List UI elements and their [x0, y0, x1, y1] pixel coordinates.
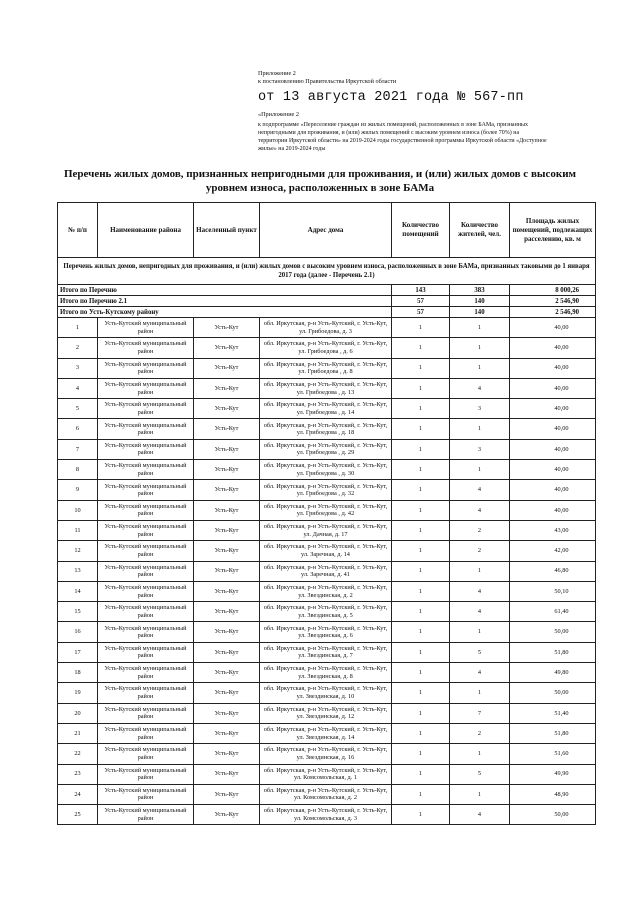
row-rooms: 1 [392, 805, 450, 825]
row-rooms: 1 [392, 581, 450, 601]
row-settlement: Усть-Кут [194, 764, 260, 784]
row-rooms: 1 [392, 784, 450, 804]
row-settlement: Усть-Кут [194, 439, 260, 459]
row-residents: 1 [450, 358, 510, 378]
table-header-row [58, 203, 596, 258]
row-address: обл. Иркутская, р-н Усть-Кутский, г. Усть-Кут, ул. Грибоедова , д. 30 [260, 460, 392, 480]
row-rooms: 1 [392, 318, 450, 338]
row-area: 40,00 [510, 439, 596, 459]
row-area: 40,00 [510, 419, 596, 439]
row-rooms: 1 [392, 642, 450, 662]
row-address: обл. Иркутская, р-н Усть-Кутский, г. Усть-Кут, ул. Звездинская, д. 16 [260, 744, 392, 764]
table-row [58, 784, 596, 804]
row-number: 9 [58, 480, 98, 500]
row-address: обл. Иркутская, р-н Усть-Кутский, г. Усть-Кут, ул. Звездинская, д. 7 [260, 642, 392, 662]
row-address: обл. Иркутская, р-н Усть-Кутский, г. Усть-Кут, ул. Комсомольская, д. 2 [260, 784, 392, 804]
row-residents: 1 [450, 460, 510, 480]
table-row [58, 399, 596, 419]
total-rooms: 143 [392, 285, 450, 296]
row-district: Усть-Кутский муниципальный район [98, 805, 194, 825]
row-address: обл. Иркутская, р-н Усть-Кутский, г. Усть-Кут, ул. Звездинская, д. 12 [260, 703, 392, 723]
row-residents: 1 [450, 338, 510, 358]
table-row [58, 318, 596, 338]
row-number: 2 [58, 338, 98, 358]
row-number: 17 [58, 642, 98, 662]
row-number: 21 [58, 723, 98, 743]
row-address: обл. Иркутская, р-н Усть-Кутский, г. Усть-Кут, ул. Грибоедова , д. 6 [260, 338, 392, 358]
row-address: обл. Иркутская, р-н Усть-Кутский, г. Усть-Кут, ул. Грибоедова , д. 13 [260, 378, 392, 398]
row-district: Усть-Кутский муниципальный район [98, 784, 194, 804]
row-residents: 1 [450, 744, 510, 764]
row-address: обл. Иркутская, р-н Усть-Кутский, г. Усть-Кут, ул. Звездинская, д. 14 [260, 723, 392, 743]
row-area: 51,80 [510, 642, 596, 662]
total-label: Итого по Перечню [58, 285, 392, 296]
total-row [58, 307, 596, 318]
row-number: 23 [58, 764, 98, 784]
row-settlement: Усть-Кут [194, 460, 260, 480]
row-rooms: 1 [392, 602, 450, 622]
row-residents: 4 [450, 805, 510, 825]
row-address: обл. Иркутская, р-н Усть-Кутский, г. Усть-Кут, ул. Заречная, д. 14 [260, 541, 392, 561]
row-settlement: Усть-Кут [194, 622, 260, 642]
row-district: Усть-Кутский муниципальный район [98, 622, 194, 642]
row-district: Усть-Кутский муниципальный район [98, 541, 194, 561]
row-rooms: 1 [392, 744, 450, 764]
total-label: Итого по Перечню 2.1 [58, 296, 392, 307]
total-rooms: 57 [392, 307, 450, 318]
row-number: 5 [58, 399, 98, 419]
row-area: 40,00 [510, 500, 596, 520]
row-settlement: Усть-Кут [194, 338, 260, 358]
row-residents: 7 [450, 703, 510, 723]
row-settlement: Усть-Кут [194, 480, 260, 500]
row-district: Усть-Кутский муниципальный район [98, 520, 194, 540]
row-area: 49,80 [510, 663, 596, 683]
row-settlement: Усть-Кут [194, 784, 260, 804]
col-header-address: Адрес дома [260, 203, 392, 258]
row-number: 15 [58, 602, 98, 622]
row-district: Усть-Кутский муниципальный район [98, 723, 194, 743]
row-district: Усть-Кутский муниципальный район [98, 561, 194, 581]
resolution-reference: к постановлению Правительства Иркутской области [258, 78, 397, 85]
row-area: 51,80 [510, 723, 596, 743]
row-district: Усть-Кутский муниципальный район [98, 338, 194, 358]
row-number: 25 [58, 805, 98, 825]
row-residents: 2 [450, 541, 510, 561]
row-district: Усть-Кутский муниципальный район [98, 663, 194, 683]
row-district: Усть-Кутский муниципальный район [98, 764, 194, 784]
row-settlement: Усть-Кут [194, 703, 260, 723]
col-header-num: № п/п [58, 203, 98, 258]
row-rooms: 1 [392, 663, 450, 683]
row-residents: 1 [450, 683, 510, 703]
row-number: 7 [58, 439, 98, 459]
row-number: 16 [58, 622, 98, 642]
total-area: 2 546,90 [510, 296, 596, 307]
section-header-row [58, 258, 596, 285]
col-header-area: Площадь жилых помещений, подлежащих расселению, кв. м [510, 203, 596, 258]
row-address: обл. Иркутская, р-н Усть-Кутский, г. Усть-Кут, ул. Грибоедова , д. 29 [260, 439, 392, 459]
row-rooms: 1 [392, 480, 450, 500]
row-address: обл. Иркутская, р-н Усть-Кутский, г. Усть-Кут, ул. Грибоедова , д. 18 [260, 419, 392, 439]
row-rooms: 1 [392, 439, 450, 459]
row-address: обл. Иркутская, р-н Усть-Кутский, г. Усть-Кут, ул. Комсомольская, д. 3 [260, 805, 392, 825]
total-area: 2 546,90 [510, 307, 596, 318]
row-area: 50,00 [510, 622, 596, 642]
subprogram-line: территории Иркутской области» на 2019-2024 годы государственной программы Иркутской области «Доступное [258, 138, 547, 144]
table-row [58, 723, 596, 743]
row-address: обл. Иркутская, р-н Усть-Кутский, г. Усть-Кут, ул. Звездинская, д. 6 [260, 622, 392, 642]
row-number: 3 [58, 358, 98, 378]
row-residents: 1 [450, 561, 510, 581]
row-district: Усть-Кутский муниципальный район [98, 602, 194, 622]
row-settlement: Усть-Кут [194, 419, 260, 439]
row-rooms: 1 [392, 378, 450, 398]
total-residents: 140 [450, 296, 510, 307]
table-row [58, 480, 596, 500]
row-residents: 4 [450, 663, 510, 683]
row-rooms: 1 [392, 622, 450, 642]
row-residents: 4 [450, 378, 510, 398]
row-settlement: Усть-Кут [194, 642, 260, 662]
row-rooms: 1 [392, 703, 450, 723]
row-area: 43,00 [510, 520, 596, 540]
row-district: Усть-Кутский муниципальный район [98, 460, 194, 480]
row-number: 19 [58, 683, 98, 703]
row-district: Усть-Кутский муниципальный район [98, 703, 194, 723]
table-row [58, 744, 596, 764]
row-number: 11 [58, 520, 98, 540]
row-number: 1 [58, 318, 98, 338]
appendix-2-label: «Приложение 2 [258, 111, 299, 118]
table-row [58, 642, 596, 662]
table-row [58, 703, 596, 723]
table-row [58, 378, 596, 398]
table-row [58, 520, 596, 540]
row-rooms: 1 [392, 500, 450, 520]
total-residents: 140 [450, 307, 510, 318]
row-rooms: 1 [392, 683, 450, 703]
row-number: 13 [58, 561, 98, 581]
col-header-district: Наименование района [98, 203, 194, 258]
row-district: Усть-Кутский муниципальный район [98, 419, 194, 439]
row-residents: 5 [450, 642, 510, 662]
row-rooms: 1 [392, 399, 450, 419]
row-residents: 1 [450, 622, 510, 642]
row-number: 12 [58, 541, 98, 561]
row-rooms: 1 [392, 419, 450, 439]
row-residents: 3 [450, 439, 510, 459]
row-area: 40,00 [510, 318, 596, 338]
row-rooms: 1 [392, 358, 450, 378]
housing-table [57, 202, 596, 825]
row-number: 24 [58, 784, 98, 804]
table-row [58, 764, 596, 784]
row-number: 18 [58, 663, 98, 683]
row-area: 50,00 [510, 805, 596, 825]
row-district: Усть-Кутский муниципальный район [98, 683, 194, 703]
row-area: 46,80 [510, 561, 596, 581]
row-number: 8 [58, 460, 98, 480]
row-residents: 2 [450, 723, 510, 743]
row-rooms: 1 [392, 520, 450, 540]
col-header-settlement: Населенный пункт [194, 203, 260, 258]
row-settlement: Усть-Кут [194, 561, 260, 581]
row-address: обл. Иркутская, р-н Усть-Кутский, г. Усть-Кут, ул. Грибоедова, д. 3 [260, 318, 392, 338]
row-residents: 4 [450, 581, 510, 601]
row-district: Усть-Кутский муниципальный район [98, 642, 194, 662]
row-district: Усть-Кутский муниципальный район [98, 358, 194, 378]
row-rooms: 1 [392, 561, 450, 581]
row-address: обл. Иркутская, р-н Усть-Кутский, г. Усть-Кут, ул. Звездинская, д. 2 [260, 581, 392, 601]
total-label: Итого по Усть-Кутскому району [58, 307, 392, 318]
row-number: 4 [58, 378, 98, 398]
row-district: Усть-Кутский муниципальный район [98, 439, 194, 459]
row-rooms: 1 [392, 764, 450, 784]
row-area: 40,00 [510, 480, 596, 500]
row-address: обл. Иркутская, р-н Усть-Кутский, г. Усть-Кут, ул. Грибоедова , д. 14 [260, 399, 392, 419]
row-area: 51,60 [510, 744, 596, 764]
row-address: обл. Иркутская, р-н Усть-Кутский, г. Усть-Кут, ул. Заречная, д. 41 [260, 561, 392, 581]
row-settlement: Усть-Кут [194, 744, 260, 764]
row-residents: 1 [450, 318, 510, 338]
row-district: Усть-Кутский муниципальный район [98, 318, 194, 338]
row-settlement: Усть-Кут [194, 520, 260, 540]
table-row [58, 805, 596, 825]
row-settlement: Усть-Кут [194, 602, 260, 622]
row-settlement: Усть-Кут [194, 399, 260, 419]
row-rooms: 1 [392, 541, 450, 561]
row-residents: 1 [450, 419, 510, 439]
row-area: 40,00 [510, 460, 596, 480]
table-row [58, 419, 596, 439]
row-settlement: Усть-Кут [194, 500, 260, 520]
appendix-label: Приложение 2 [258, 70, 296, 77]
table-row [58, 439, 596, 459]
row-district: Усть-Кутский муниципальный район [98, 480, 194, 500]
row-settlement: Усть-Кут [194, 723, 260, 743]
row-rooms: 1 [392, 338, 450, 358]
document-title: Перечень жилых домов, признанных непригодными для проживания, и (или) жилых домов с высоким уровнем износа, расположенных в зоне БАМа [63, 168, 577, 194]
row-settlement: Усть-Кут [194, 541, 260, 561]
row-settlement: Усть-Кут [194, 683, 260, 703]
table-row [58, 358, 596, 378]
row-area: 40,00 [510, 338, 596, 358]
table-row [58, 683, 596, 703]
total-area: 8 000,26 [510, 285, 596, 296]
row-rooms: 1 [392, 460, 450, 480]
row-area: 50,00 [510, 683, 596, 703]
row-district: Усть-Кутский муниципальный район [98, 744, 194, 764]
col-header-residents: Количество жителей, чел. [450, 203, 510, 258]
row-district: Усть-Кутский муниципальный район [98, 378, 194, 398]
table-row [58, 561, 596, 581]
row-area: 40,00 [510, 358, 596, 378]
row-district: Усть-Кутский муниципальный район [98, 399, 194, 419]
row-address: обл. Иркутская, р-н Усть-Кутский, г. Усть-Кут, ул. Комсомольская, д. 1 [260, 764, 392, 784]
row-settlement: Усть-Кут [194, 378, 260, 398]
row-area: 50,10 [510, 581, 596, 601]
total-residents: 383 [450, 285, 510, 296]
row-residents: 4 [450, 500, 510, 520]
row-area: 51,40 [510, 703, 596, 723]
subprogram-line: к подпрограмме «Переселение граждан из жилых помещений, расположенных в зоне БАМа, признанных [258, 122, 529, 128]
total-row [58, 296, 596, 307]
row-area: 48,90 [510, 784, 596, 804]
row-residents: 3 [450, 399, 510, 419]
row-number: 6 [58, 419, 98, 439]
table-row [58, 622, 596, 642]
row-settlement: Усть-Кут [194, 318, 260, 338]
total-rooms: 57 [392, 296, 450, 307]
row-rooms: 1 [392, 723, 450, 743]
row-address: обл. Иркутская, р-н Усть-Кутский, г. Усть-Кут, ул. Грибоедова , д. 8 [260, 358, 392, 378]
row-district: Усть-Кутский муниципальный район [98, 581, 194, 601]
row-area: 42,00 [510, 541, 596, 561]
row-number: 14 [58, 581, 98, 601]
row-settlement: Усть-Кут [194, 805, 260, 825]
document-header [258, 70, 598, 153]
table-row [58, 460, 596, 480]
table-row [58, 500, 596, 520]
row-area: 49,90 [510, 764, 596, 784]
row-settlement: Усть-Кут [194, 663, 260, 683]
row-district: Усть-Кутский муниципальный район [98, 500, 194, 520]
row-area: 61,40 [510, 602, 596, 622]
row-address: обл. Иркутская, р-н Усть-Кутский, г. Усть-Кут, ул. Грибоедова , д. 42 [260, 500, 392, 520]
row-address: обл. Иркутская, р-н Усть-Кутский, г. Усть-Кут, ул. Дачная, д. 17 [260, 520, 392, 540]
row-address: обл. Иркутская, р-н Усть-Кутский, г. Усть-Кут, ул. Звездинская, д. 5 [260, 602, 392, 622]
row-address: обл. Иркутская, р-н Усть-Кутский, г. Усть-Кут, ул. Звездинская, д. 8 [260, 663, 392, 683]
row-residents: 2 [450, 520, 510, 540]
row-number: 20 [58, 703, 98, 723]
row-residents: 5 [450, 764, 510, 784]
subprogram-reference [258, 121, 598, 153]
row-area: 40,00 [510, 399, 596, 419]
row-residents: 1 [450, 784, 510, 804]
table-row [58, 602, 596, 622]
table-row [58, 338, 596, 358]
subprogram-line: жилье» на 2019-2024 годы [258, 146, 326, 152]
row-number: 10 [58, 500, 98, 520]
row-settlement: Усть-Кут [194, 358, 260, 378]
total-row [58, 285, 596, 296]
table-row [58, 663, 596, 683]
row-address: обл. Иркутская, р-н Усть-Кутский, г. Усть-Кут, ул. Грибоедова , д. 32 [260, 480, 392, 500]
subprogram-line: непригодными для проживания, и (или) жилых помещений с высоким уровнем износа (более 70%) на [258, 130, 520, 136]
row-address: обл. Иркутская, р-н Усть-Кутский, г. Усть-Кут, ул. Звездинская, д. 10 [260, 683, 392, 703]
row-area: 40,00 [510, 378, 596, 398]
col-header-rooms: Количество помещений [392, 203, 450, 258]
row-residents: 4 [450, 602, 510, 622]
row-residents: 4 [450, 480, 510, 500]
table-row [58, 581, 596, 601]
date-number-stamp: от 13 августа 2021 года № 567-пп [258, 90, 524, 105]
row-settlement: Усть-Кут [194, 581, 260, 601]
section-header-text: Перечень жилых домов, непригодных для проживания, и (или) жилых домов с высоким уровнем износа, расположенных в зоне БАМа, признанных таковыми до 1 января 2017 года (далее - Перечень 2.1) [58, 258, 596, 285]
table-row [58, 541, 596, 561]
row-number: 22 [58, 744, 98, 764]
